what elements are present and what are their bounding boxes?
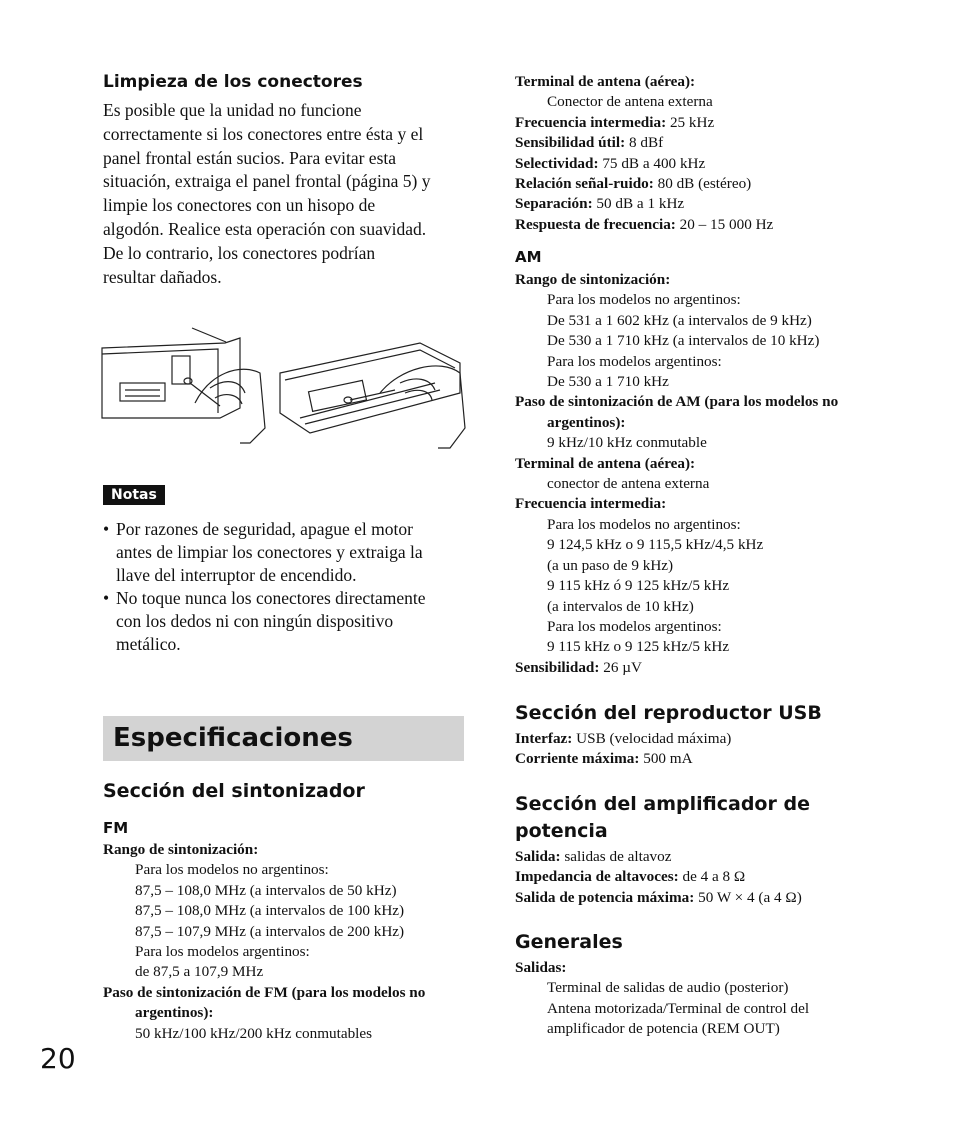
spec-line: 9 kHz/10 kHz conmutable [547,434,707,452]
notes-list [103,518,463,656]
amplifier-heading-line: potencia [515,820,608,842]
spec-line: Separación: 50 dB a 1 kHz [515,195,685,213]
spec-line: 87,5 – 108,0 MHz (a intervalos de 100 kHz) [135,902,405,920]
spec-line: Paso de sintonización de FM (para los modelos no [103,983,426,1001]
notes-badge: Notas [103,485,165,505]
spec-line: 9 124,5 kHz o 9 115,5 kHz/4,5 kHz [547,536,764,554]
spec-line: Impedancia de altavoces: de 4 a 8 Ω [515,868,746,886]
spec-line: conector de antena externa [547,475,710,493]
general-spec-list [515,958,809,1040]
cleaning-text-line: panel frontal están sucios. Para evitar esta [103,147,397,168]
page-number: 20 [40,1042,76,1075]
note-item: • Por razones de seguridad, apague el motor antes de limpiar los conectores y extraiga la llave del interruptor de encendido. [103,518,463,587]
spec-line: Sensibilidad: 26 µV [515,658,642,676]
spec-line: De 530 a 1 710 kHz (a intervalos de 10 kHz) [547,332,820,350]
spec-line: (a un paso de 9 kHz) [547,556,674,574]
spec-line: argentinos): [135,1004,214,1022]
connector-cleaning-illustration [100,318,468,453]
specifications-title: Especificaciones [103,716,464,761]
note-item: • No toque nunca los conectores directamente con los dedos ni con ningún dispositivo metálico. [103,587,463,656]
amplifier-heading-line: Sección del amplificador de [515,793,810,815]
cleaning-text-line: correctamente si los conectores entre ésta y el [103,123,424,144]
cleaning-text-line: Es posible que la unidad no funcione [103,100,362,120]
spec-line: Paso de sintonización de AM (para los modelos no [515,393,839,411]
spec-line: Para los modelos argentinos: [135,943,310,961]
usb-section-heading: Sección del reproductor USB [515,702,822,724]
spec-line: Respuesta de frecuencia: 20 – 15 000 Hz [515,215,774,233]
spec-line: 9 115 kHz ó 9 125 kHz/5 kHz [547,577,730,595]
cleaning-text-line: De lo contrario, los conectores podrían [103,242,376,263]
spec-line: argentinos): [547,413,626,431]
amplifier-spec-list [515,847,802,908]
spec-line: Terminal de salidas de audio (posterior) [547,979,789,997]
spec-line: Para los modelos no argentinos: [547,515,741,533]
spec-line: Corriente máxima: 500 mA [515,750,693,768]
spec-line: Frecuencia intermedia: [515,495,667,513]
spec-line: Frecuencia intermedia: 25 kHz [515,113,715,131]
fm-spec-list-continued [515,72,773,235]
fm-label: FM [103,819,129,837]
spec-line: 87,5 – 108,0 MHz (a intervalos de 50 kHz) [135,881,397,899]
spec-line: Salidas: [515,959,567,976]
am-label: AM [515,248,542,266]
spec-line: Terminal de antena (aérea): [515,454,696,472]
spec-line: Salida: salidas de altavoz [515,848,672,865]
spec-line: Relación señal-ruido: 80 dB (estéreo) [515,175,752,193]
spec-line: Antena motorizada/Terminal de control del [547,999,810,1017]
spec-line: Conector de antena externa [547,93,713,111]
spec-line: Terminal de antena (aérea): [515,73,696,90]
general-section-heading: Generales [515,931,623,953]
spec-line: De 531 a 1 602 kHz (a intervalos de 9 kHz) [547,311,812,329]
spec-line: de 87,5 a 107,9 MHz [135,963,264,981]
usb-spec-list [515,729,731,770]
spec-line: Selectividad: 75 dB a 400 kHz [515,154,706,172]
cleaning-text-line: situación, extraiga el panel frontal (página 5) y [103,171,431,192]
spec-line: amplificador de potencia (REM OUT) [547,1020,780,1038]
spec-line: Rango de sintonización: [103,841,259,858]
cleaning-text-line: limpie los conectores con un hisopo de [103,195,376,216]
spec-line: Rango de sintonización: [515,271,671,288]
spec-line: 87,5 – 107,9 MHz (a intervalos de 200 kHz) [135,922,405,940]
tuner-section-heading: Sección del sintonizador [103,780,365,802]
cleaning-paragraph [103,99,473,289]
spec-line: Salida de potencia máxima: 50 W × 4 (a 4 Ω) [515,888,802,906]
cleaning-heading: Limpieza de los conectores [103,72,363,92]
spec-line: Sensibilidad útil: 8 dBf [515,134,664,152]
spec-line: (a intervalos de 10 kHz) [547,597,694,615]
spec-line: Para los modelos argentinos: [547,617,722,635]
spec-line: Para los modelos no argentinos: [547,291,741,309]
cleaning-text-line: algodón. Realice esta operación con suavidad. [103,218,427,239]
fm-spec-list [103,840,425,1044]
amplifier-section-heading [515,791,810,845]
spec-line: Para los modelos argentinos: [547,352,722,370]
spec-line: Para los modelos no argentinos: [135,861,329,879]
spec-line: De 530 a 1 710 kHz [547,373,669,391]
spec-line: 50 kHz/100 kHz/200 kHz conmutables [135,1024,373,1042]
cleaning-text-line: resultar dañados. [103,266,222,287]
spec-line: 9 115 kHz o 9 125 kHz/5 kHz [547,638,730,656]
spec-line: Interfaz: USB (velocidad máxima) [515,730,732,747]
am-spec-list [515,270,838,678]
